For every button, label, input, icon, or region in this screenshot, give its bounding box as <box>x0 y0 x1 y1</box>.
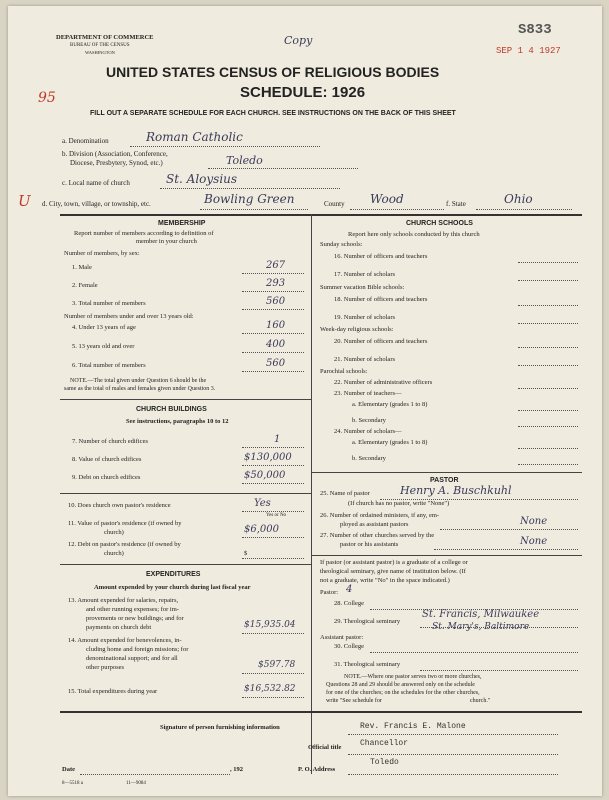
form-instruction: FILL OUT A SEPARATE SCHEDULE FOR EACH CHURCH. SEE INSTRUCTIONS ON THE BACK OF THIS SHEET <box>90 110 456 117</box>
residence-value-amount: $6,000 <box>244 524 279 535</box>
edifice-value-amount: $130,000 <box>244 452 292 463</box>
copy-note: Copy <box>284 34 313 47</box>
date-label: Date <box>62 766 75 773</box>
city-value: Bowling Green <box>204 192 295 206</box>
bureau-city: WASHINGTON <box>85 50 115 55</box>
q26-label-2: ployed as assistant pastors <box>340 521 409 528</box>
form-subtitle: SCHEDULE: 1926 <box>240 84 366 101</box>
signature-label: Signature of person furnishing information <box>160 724 280 731</box>
print-number: 11—9084 <box>126 781 146 786</box>
q14-label-2: cluding home and foreign missions; for <box>86 646 189 653</box>
q15-label: 15. Total expenditures during year <box>68 688 158 695</box>
pastor-note: NOTE.—Where one pastor serves two or more churches, <box>344 674 482 680</box>
pastor-heading: PASTOR <box>430 477 459 484</box>
weekday-schools-label: Week-day religious schools: <box>320 326 394 333</box>
membership-heading: MEMBERSHIP <box>158 220 206 227</box>
pastor-mark: 4 <box>346 584 353 595</box>
q14-label-3: denominational support; and for all <box>86 655 178 662</box>
sunday-schools-label: Sunday schools: <box>320 241 363 248</box>
form-title: UNITED STATES CENSUS OF RELIGIOUS BODIES <box>106 64 440 80</box>
q14-label-1: 14. Amount expended for benevolences, in- <box>68 637 182 644</box>
female-value: 293 <box>266 278 286 289</box>
q26-label: 26. Number of ordained ministers, if any, em- <box>320 512 440 519</box>
form-number: 8—5518 a <box>62 781 83 786</box>
q13-label-3: provements or new buildings; and for <box>86 615 184 622</box>
q14-label-4: other purposes <box>86 664 125 671</box>
q26-value: None <box>520 516 548 527</box>
expenditures-subheading: Amount expended by your church during last fiscal year <box>94 584 251 591</box>
graduate-note-3: not a graduate, write "No" in the space indicated.) <box>320 577 450 584</box>
membership-note-2: same as the total of males and females given under Question 3. <box>64 386 216 392</box>
assistant-subheading: Assistant pastor: <box>320 634 364 641</box>
q29-value-2: St. Mary's, Baltimore <box>432 622 530 632</box>
total-members-label: 3. Total number of members <box>72 300 146 307</box>
q24b-label: b. Secondary <box>352 455 386 462</box>
buildings-heading: CHURCH BUILDINGS <box>136 406 207 413</box>
q27-label: 27. Number of other churches served by the <box>320 532 435 539</box>
membership-note: NOTE.—The total given under Question 6 should be the <box>70 378 207 384</box>
edifice-value-label: 8. Value of church edifices <box>72 456 142 463</box>
q16-label: 16. Number of officers and teachers <box>334 253 428 260</box>
division-value: Toledo <box>226 154 263 167</box>
pastor-name-value: Henry A. Buschkuhl <box>400 484 512 497</box>
membership-intro-2: member in your church <box>136 238 197 245</box>
official-title-value: Chancellor <box>360 739 409 748</box>
po-address-label: P. O. Address <box>298 766 336 773</box>
county-label: County <box>324 200 345 208</box>
page-mark: 95 <box>38 90 56 106</box>
q27-label-2: pastor or his assistants <box>340 541 399 548</box>
census-schedule-sheet <box>8 6 602 796</box>
edifices-label: 7. Number of church edifices <box>72 438 148 445</box>
date-received-stamp: SEP 1 4 1927 <box>496 46 561 56</box>
pastor-note-3: for one of the churches; on the schedules for the other churches, <box>326 690 480 696</box>
q29-label: 29. Theological seminary <box>334 618 401 625</box>
q20-label: 20. Number of officers and teachers <box>334 338 428 345</box>
residence-value-label-2: church) <box>104 529 124 536</box>
q22-label: 22. Number of administrative officers <box>334 379 433 386</box>
q23b-label: b. Secondary <box>352 417 386 424</box>
residence-value-label: 11. Value of pastor's residence (if owned by <box>68 520 182 527</box>
q27-value: None <box>520 536 548 547</box>
total-by-age-value: 560 <box>266 358 286 369</box>
q28-label: 28. College <box>334 600 364 607</box>
residence-debt-amount: $ <box>244 550 248 557</box>
q18-label: 18. Number of officers and teachers <box>334 296 428 303</box>
schools-heading: CHURCH SCHOOLS <box>406 220 473 227</box>
pastor-note-5: church." <box>470 698 491 704</box>
serial-number: S833 <box>518 22 552 38</box>
church-name-value: St. Aloysius <box>166 172 238 186</box>
pastor-subheading: Pastor: <box>320 589 339 596</box>
q29-value: St. Francis, Milwaukee <box>422 609 540 620</box>
division-label: b. Division (Association, Conference, <box>62 150 168 158</box>
q13-label-1: 13. Amount expended for salaries, repairs, <box>68 597 179 604</box>
state-value: Ohio <box>504 192 533 206</box>
q19-label: 19. Number of scholars <box>334 314 396 321</box>
yes-no-hint: Yes or No <box>266 513 287 518</box>
residence-debt-label: 12. Debt on pastor's residence (if owned by <box>68 541 181 548</box>
residence-debt-label-2: church) <box>104 550 124 557</box>
q30-label: 30. College <box>334 643 364 650</box>
edifice-debt-label: 9. Debt on church edifices <box>72 474 141 481</box>
graduate-note: If pastor (or assistant pastor) is a graduate of a college or <box>320 559 468 566</box>
parochial-schools-label: Parochial schools: <box>320 368 368 375</box>
q14-value: $597.78 <box>258 660 296 670</box>
male-value: 267 <box>266 260 286 271</box>
edifice-debt-amount: $50,000 <box>244 470 286 481</box>
buildings-subheading: See instructions, paragraphs 10 to 12 <box>126 418 229 425</box>
q15-value: $16,532.82 <box>244 684 296 694</box>
pastor-residence-value: Yes <box>254 498 271 509</box>
q13-value: $15,935.04 <box>244 620 296 630</box>
q23-label: 23. Number of teachers— <box>334 390 402 397</box>
q25-label: 25. Name of pastor <box>320 490 370 497</box>
schools-intro: Report here only schools conducted by this church <box>348 231 480 238</box>
female-label: 2. Female <box>72 282 98 289</box>
edifices-value: 1 <box>274 434 281 445</box>
under-13-label: 4. Under 13 years of age <box>72 324 136 331</box>
signature-value: Rev. Francis E. Malone <box>360 722 466 731</box>
q13-label-4: payments on church debt <box>86 624 152 631</box>
q24a-label: a. Elementary (grades 1 to 8) <box>352 439 428 446</box>
total-members-value: 560 <box>266 296 286 307</box>
po-address-value: Toledo <box>370 758 399 767</box>
q17-label: 17. Number of scholars <box>334 271 396 278</box>
denomination-label: a. Denomination <box>62 137 109 145</box>
over-13-value: 400 <box>266 339 286 350</box>
age-intro-label: Number of members under and over 13 years old: <box>64 313 194 320</box>
denomination-value: Roman Catholic <box>146 130 243 144</box>
male-label: 1. Male <box>72 264 92 271</box>
q25-hint: (If church has no pastor, write "None") <box>348 500 450 507</box>
city-label: d. City, town, village, or township, etc. <box>42 200 151 208</box>
state-label: f. State <box>446 200 466 208</box>
pastor-note-4: write "See schedule for <box>326 698 382 704</box>
q24-label: 24. Number of scholars— <box>334 428 402 435</box>
q13-label-2: and other running expenses; for im- <box>86 606 179 613</box>
q31-label: 31. Theological seminary <box>334 661 401 668</box>
q21-label: 21. Number of scholars <box>334 356 396 363</box>
margin-mark: U <box>18 192 31 210</box>
department-name: DEPARTMENT OF COMMERCE <box>56 34 154 41</box>
date-year: , 192 <box>230 766 243 773</box>
summer-schools-label: Summer vacation Bible schools: <box>320 284 405 291</box>
total-by-age-label: 6. Total number of members <box>72 362 146 369</box>
over-13-label: 5. 13 years old and over <box>72 343 135 350</box>
church-name-label: c. Local name of church <box>62 179 130 187</box>
county-value: Wood <box>370 192 404 206</box>
graduate-note-2: theological seminary, give name of institution below. (If <box>320 568 466 575</box>
division-label-2: Diocese, Presbytery, Synod, etc.) <box>70 159 163 167</box>
official-title-label: Official title <box>308 744 342 751</box>
pastor-note-2: Questions 28 and 29 should be answered only on the schedule <box>326 682 475 688</box>
under-13-value: 160 <box>266 320 286 331</box>
expenditures-heading: EXPENDITURES <box>146 571 201 578</box>
pastor-residence-label: 10. Does church own pastor's residence <box>68 502 171 509</box>
q23a-label: a. Elementary (grades 1 to 8) <box>352 401 428 408</box>
membership-intro: Report number of members according to definition of <box>74 230 214 237</box>
bureau-name: BUREAU OF THE CENSUS <box>70 43 130 48</box>
members-by-sex-label: Number of members, by sex: <box>64 250 140 257</box>
